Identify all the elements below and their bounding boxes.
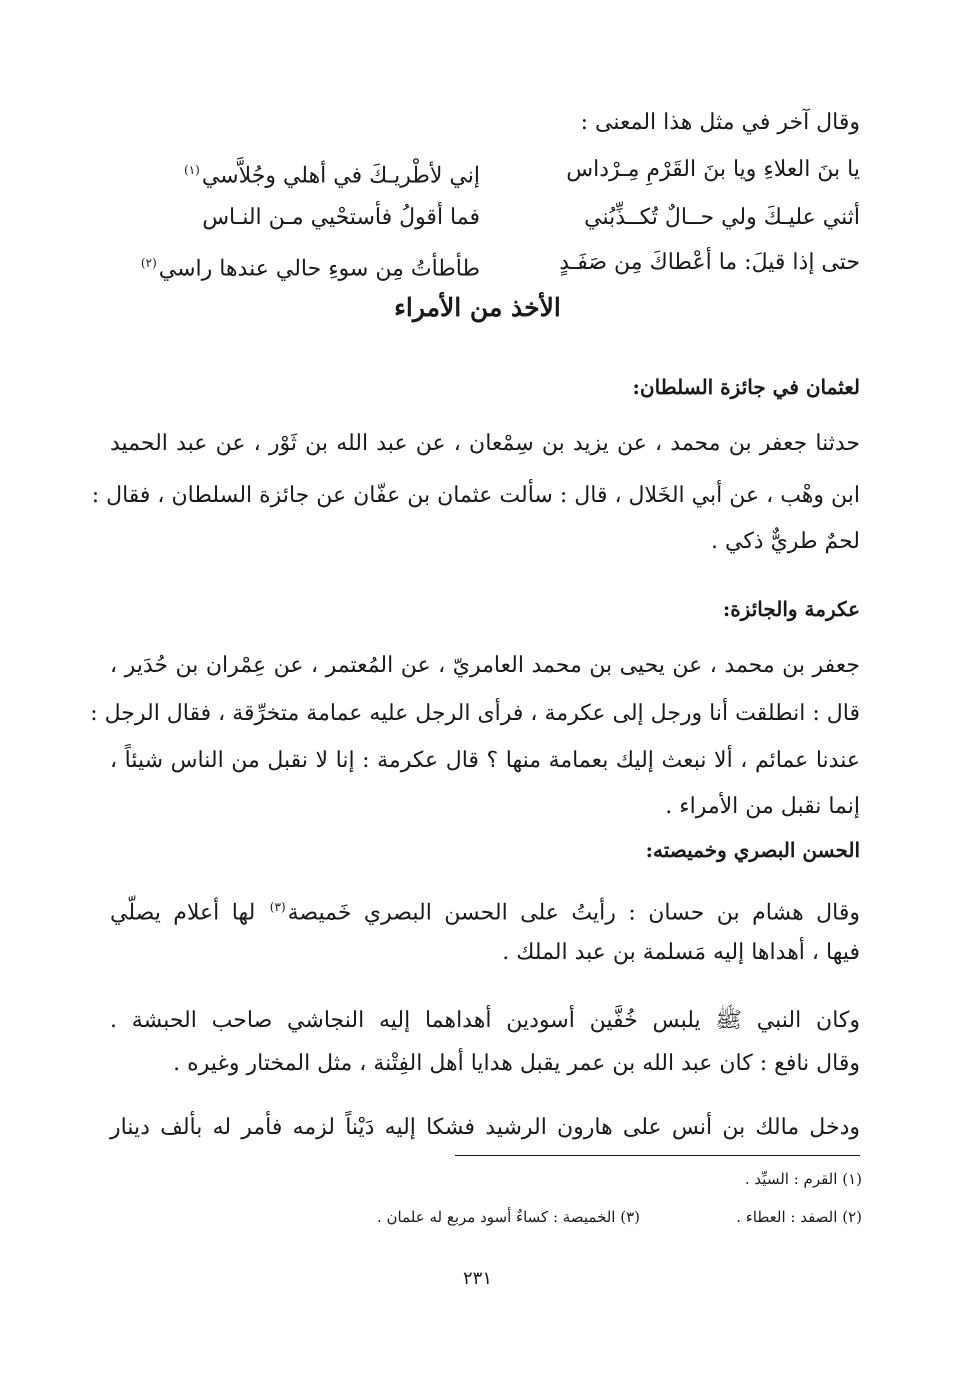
footnote-number: (٢) [842,1208,862,1226]
footnote-text: الصفد : العطاء . [736,1208,838,1226]
section-title: الأخذ من الأمراء [394,293,561,322]
footnote-3 [377,1208,640,1226]
paragraph-line: ابن وهْب ، عن أبي الخَلال ، قال : سألت عثمان بن عفّان عن جائزة السلطان ، فقال : [91,483,860,508]
paragraph-line: إنما نقبل من الأمراء . [665,794,860,819]
paragraph-line-part: وقال هشام بن حسان : رأيتُ على الحسن البصري خَميصة [287,900,860,926]
paragraph-line-part: لها أعلام يصلّي [110,900,256,926]
paragraph-line: فيها ، أهداها إليه مَسلمة بن عبد الملك . [502,940,860,965]
verse-2-second-half: فما أقولُ فأستحْيي مـن النـاس [202,205,480,230]
paragraph-line: جعفر بن محمد ، عن يحيى بن محمد العامريّ ، عن المُعتمر ، عن عِمْران بن حُدَير ، [110,653,860,678]
verse-3-second-half [135,248,480,284]
heading-uthman: لعثمان في جائزة السلطان: [632,375,860,399]
paragraph-line: قال : انطلقت أنا ورجل إلى عكرمة ، فرأى الرجل عليه عمامة متخرِّقة ، فقال الرجل : [90,701,860,726]
footnote-1 [745,1170,862,1188]
footnote-2 [736,1208,862,1226]
footnote-divider [455,1155,860,1156]
paragraph-line: وكان النبي ﷺ يلبس خُفَّين أسودين أهداهما إليه النجاشي صاحب الحبشة . [110,1008,860,1033]
verse-3-second-half-text: طأطأتُ مِن سوءِ حالي عندها راسي [158,256,480,282]
verse-1-second-half [135,155,480,191]
page-number: ٢٣١ [462,1268,492,1289]
paragraph-line: وقال نافع : كان عبد الله بن عمر يقبل هدايا أهل الفِتْنة ، مثل المختار وغيره . [173,1051,860,1076]
footnote-number: (١) [842,1170,862,1188]
heading-hasan-basri: الحسن البصري وخميصته: [645,838,860,862]
paragraph-line: حدثنا جعفر بن محمد ، عن يزيد بن سِمْعان ، عن عبد الله بن ثَوْر ، عن عبد الحميد [110,431,860,456]
footnote-number: (٣) [620,1208,640,1226]
footnote-ref-3: (٣) [269,900,286,914]
paragraph-line: عندنا عمائم ، ألا نبعث إليك بعمامة منها ؟ قال عكرمة : إنا لا نقبل من الناس شيئاً ، [110,748,860,773]
heading-ikrima: عكرمة والجائزة: [722,597,860,621]
verse-1-first-half: يا بنَ العلاءِ ويا بنَ القَرْمِ مِـرْداس [566,157,860,182]
intro-line: وقال آخر في مثل هذا المعنى : [580,110,860,135]
verse-2-first-half: أثني عليـكَ ولي حــالٌ تُكــذِّبُني [584,205,860,230]
paragraph-line [110,892,860,928]
verse-3-first-half: حتى إذا قيلَ: ما أعْطاكَ مِن صَفَـدٍ [559,250,860,275]
footnote-ref-1: (١) [184,163,200,177]
verse-1-second-half-text: إني لأطْريـكَ في أهلي وجُلاَّسي [201,163,480,189]
footnote-text: القرم : السيِّد . [744,1170,838,1188]
paragraph-line: ودخل مالك بن أنس على هارون الرشيد فشكا إليه دَيْناً لزمه فأمر له بألف دينار [110,1115,860,1140]
footnote-text: الخميصة : كساءٌ أسود مربع له علمان . [377,1208,616,1226]
paragraph-line: لحمٌ طريٌّ ذكي . [711,529,860,554]
footnote-ref-2: (٢) [140,256,157,270]
